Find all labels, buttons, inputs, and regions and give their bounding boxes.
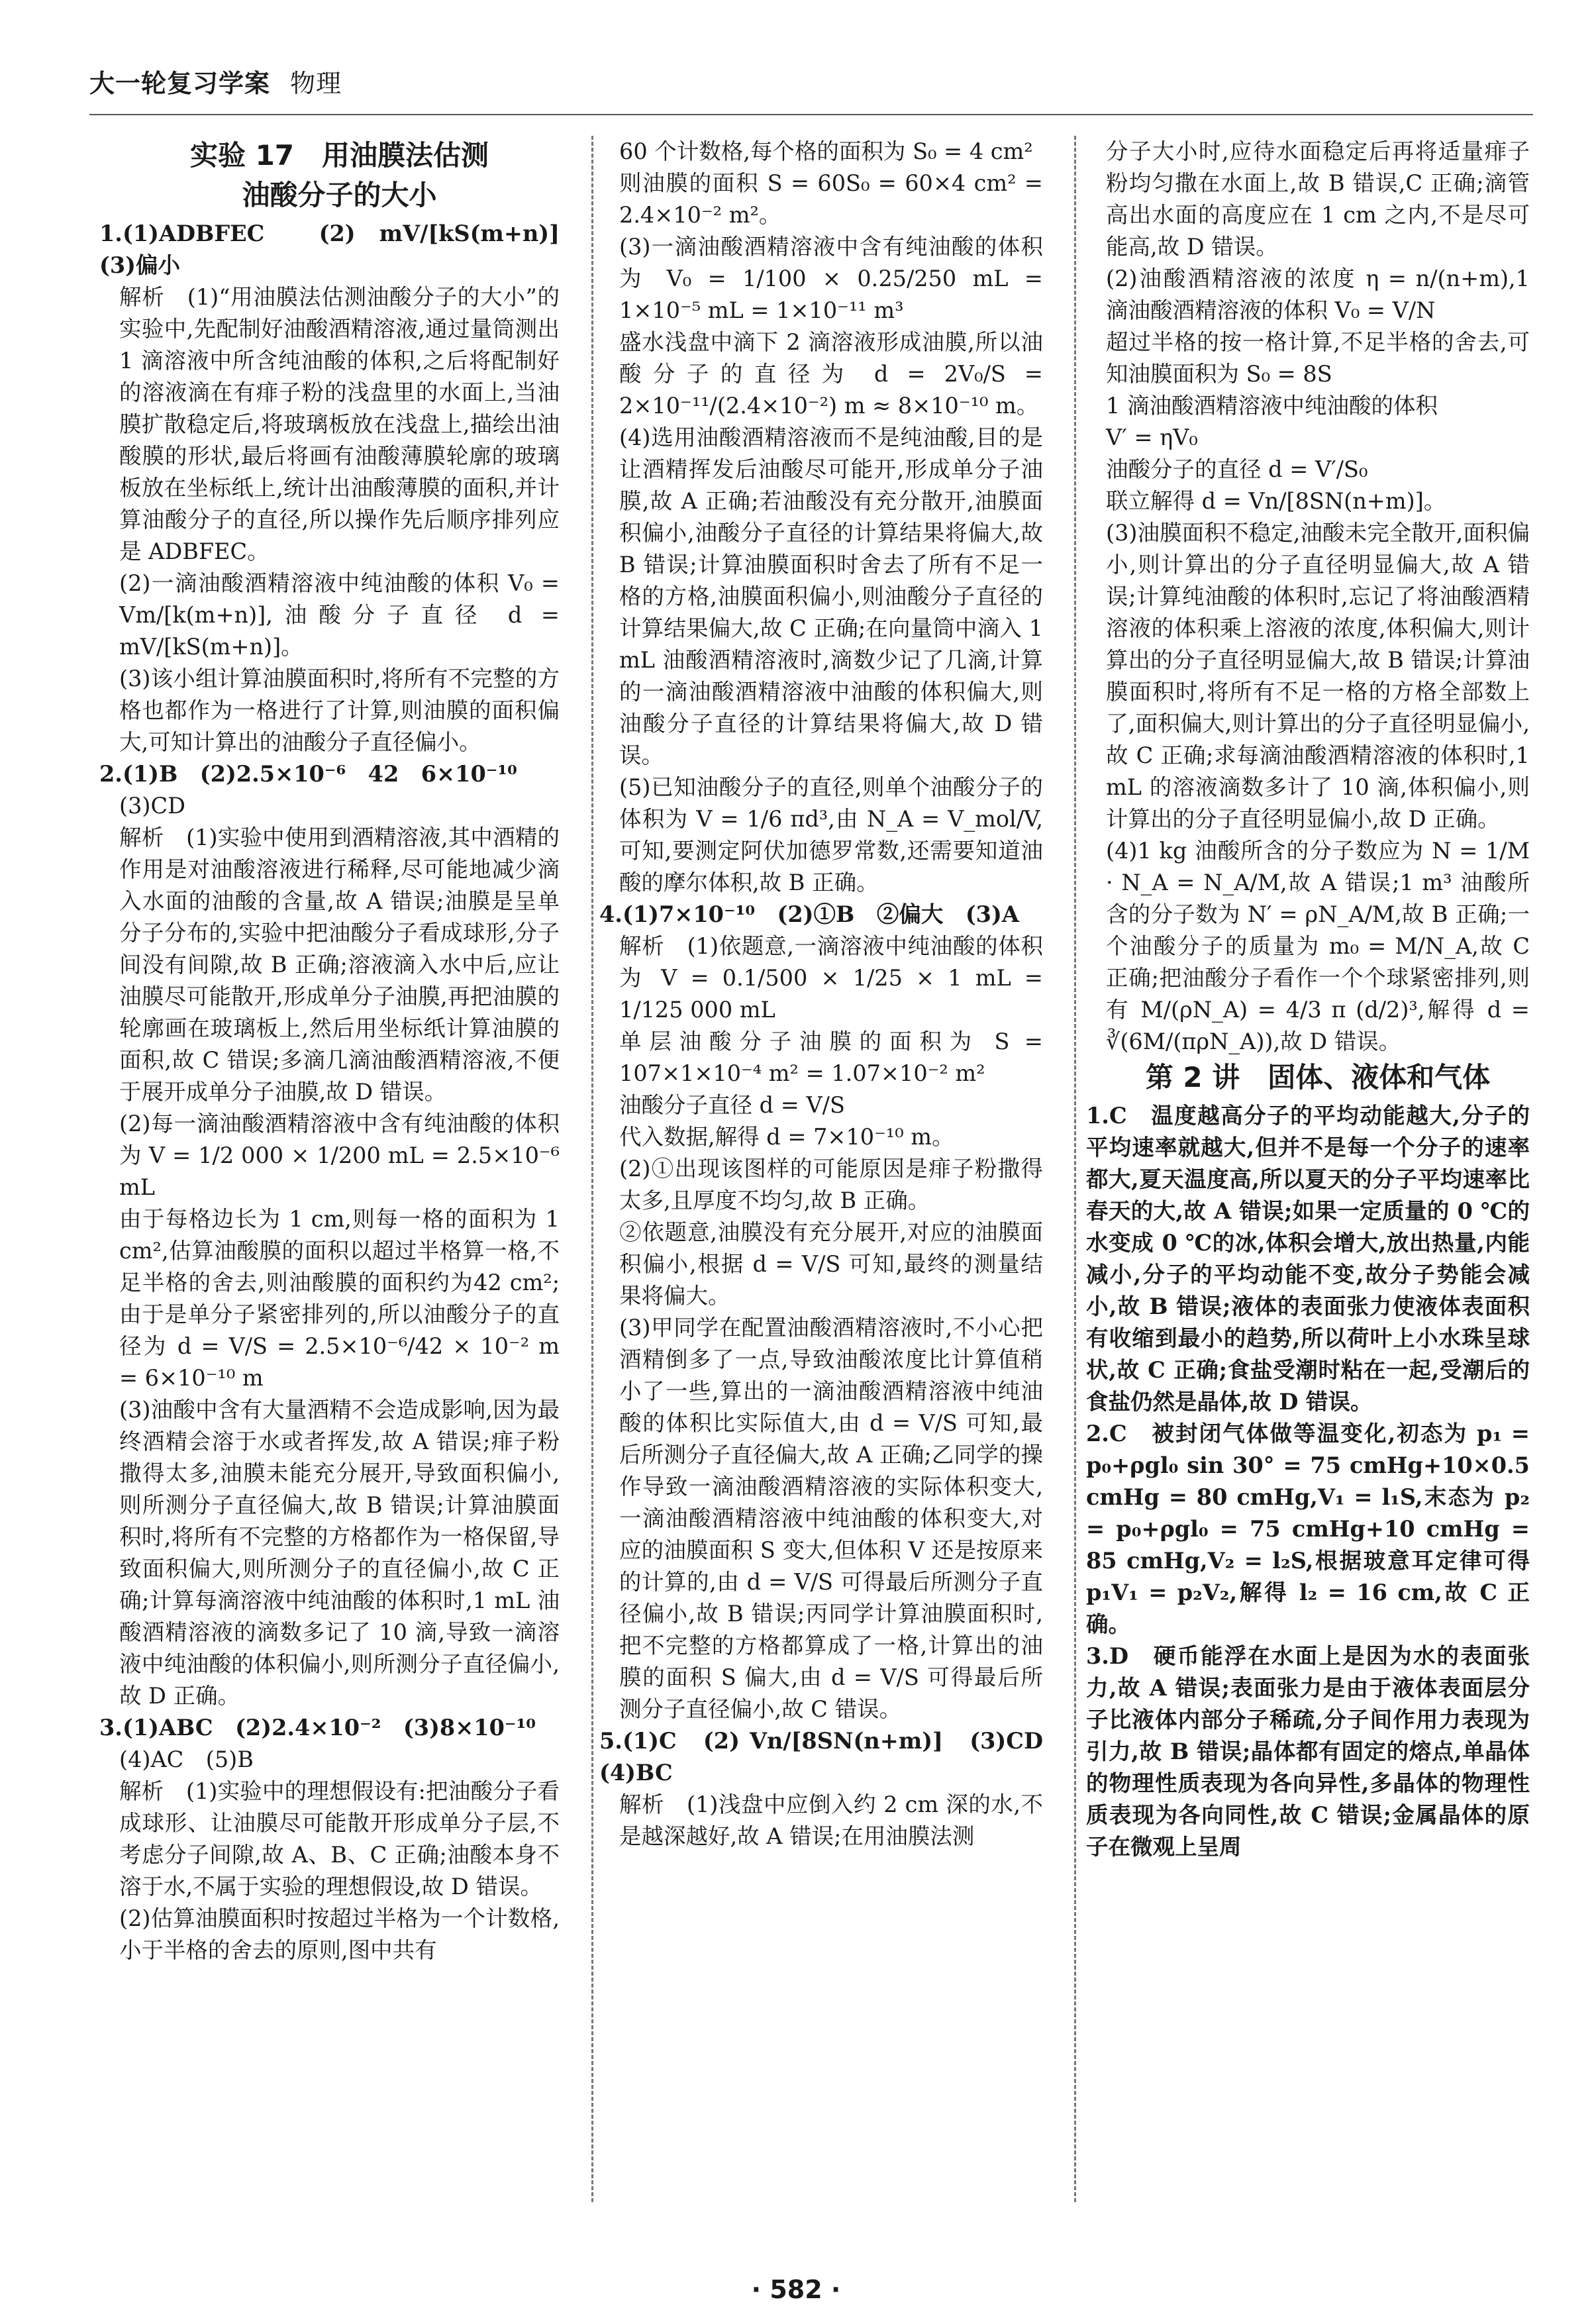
explanation-paragraph: (2)①出现该图样的可能原因是痱子粉撒得太多,且厚度不均匀,故 B 正确。 (619, 1156, 1043, 1213)
answer-item: 4.(1)7×10⁻¹⁰ (2)①B ②偏大 (3)A (599, 901, 1019, 927)
book-title: 大一轮复习学案 (89, 69, 271, 98)
explanation-paragraph: 分子大小时,应待水面稳定后再将适量痱子粉均匀撒在水面上,故 B 错误,C 正确;滴管高出水面的高度应在 1 cm 之内,不是尽可能高,故 D 错误。 (1106, 138, 1530, 260)
section-title: 第 2 讲 固体、液体和气体 (1145, 1061, 1491, 1093)
column-divider (591, 136, 593, 2202)
answer-continuation: (4)AC (5)B (119, 1746, 254, 1772)
answer-item: 3.D 硬币能浮在水面上是因为水的表面张力,故 A 错误;表面张力是由于液体表面层分子比液体内部分子稀疏,分子间作用力表现为引力,故 B 错误;晶体都有固定的熔点,单晶体的物理性质表现为各向异性,多晶体的物理性质表现为各向同性,故 C 错误;金属晶体的原子在微观上呈周 (1086, 1643, 1530, 1860)
explanation-paragraph: 超过半格的按一格计算,不足半格的舍去,可知油膜面积为 S₀ = 8S (1106, 329, 1530, 387)
column-divider (1074, 136, 1076, 2202)
explanation-paragraph: (2)估算油膜面积时按超过半格为一个计数格,小于半格的舍去的原则,图中共有 (119, 1905, 560, 1963)
explanation-paragraph: (3)甲同学在配置油酸酒精溶液时,不小心把酒精倒多了一点,导致油酸浓度比计算值稍小了一些,算出的一滴油酸酒精溶液中纯油酸的体积比实际值大,由 d = V/S 可知,最后所测分子直径偏大,故 A 正确;乙同学的操作导致一滴油酸酒精溶液的实际体积变大,一滴油酸酒精溶液中纯油酸的体积变大,对应的油膜面积 S 变大,但体积 V 还是按原来的计算的,由 d = V/S 可得最后所测分子直径偏小,故 B 错误;丙同学计算油膜面积时,把不完整的方格都算成了一格,计算出的油膜的面积 S 偏大,由 d = V/S 可得最后所测分子直径偏小,故 C 错误。 (619, 1315, 1043, 1722)
explanation-paragraph: 由于每格边长为 1 cm,则每一格的面积为 1 cm²,估算油酸膜的面积以超过半格算一格,不足半格的舍去,则油酸膜的面积约为42 cm²;由于是单分子紧密排列的,所以油酸分子的直径为 d = V/S = 2.5×10⁻⁶/42 × 10⁻² m = 6×10⁻¹⁰ m (119, 1206, 560, 1391)
explanation-paragraph: (2)每一滴油酸酒精溶液中含有纯油酸的体积为 V = 1/2 000 × 1/200 mL = 2.5×10⁻⁶ mL (119, 1111, 560, 1200)
explanation-paragraph: 则油膜的面积 S = 60S₀ = 60×4 cm² = 2.4×10⁻² m²。 (619, 170, 1043, 228)
answer-item: 2.(1)B (2)2.5×10⁻⁶ 42 6×10⁻¹⁰ (99, 761, 517, 787)
answer-item: 2.C 被封闭气体做等温变化,初态为 p₁ = p₀+ρgl₀ sin 30° = 75 cmHg+10×0.5 cmHg = 80 cmHg,V₁ = l₁S,末态为 p₂ = p₀+ρgl₀ = 75 cmHg+10 cmHg = 85 cmHg,V₂ = l₂S,根据玻意耳定律可得 p₁V₁ = p₂V₂,解得 l₂ = 16 cm,故 C 正确。 (1086, 1421, 1530, 1637)
explanation-paragraph: 解析 (1)“用油膜法估测油酸分子的大小”的实验中,先配制好油酸酒精溶液,通过量筒测出 1 滴溶液中所含纯油酸的体积,之后将配制好的溶液滴在有痱子粉的浅盘里的水面上,当油膜扩散稳定后,将玻璃板放在浅盘上,描绘出油酸膜的形状,最后将画有油酸薄膜轮廓的玻璃板放在坐标纸上,统计出油酸薄膜的面积,并计算油酸分子的直径,所以操作先后顺序排列应是 ADBFEC。 (119, 284, 560, 564)
explanation-paragraph: (3)一滴油酸酒精溶液中含有纯油酸的体积为 V₀ = 1/100 × 0.25/250 mL = 1×10⁻⁵ mL = 1×10⁻¹¹ m³ (619, 234, 1043, 323)
explanation-paragraph: V′ = ηV₀ (1106, 425, 1198, 450)
answer-continuation: (3)CD (119, 793, 185, 819)
answer-item: 3.(1)ABC (2)2.4×10⁻² (3)8×10⁻¹⁰ (99, 1715, 536, 1741)
explanation-paragraph: (3)该小组计算油膜面积时,将所有不完整的方格也都作为一格进行了计算,则油膜的面积偏大,可知计算出的油酸分子直径偏小。 (119, 666, 560, 755)
running-header (89, 63, 1533, 109)
explanation-paragraph: (5)已知油酸分子的直径,则单个油酸分子的体积为 V = 1/6 πd³,由 N_A = V_mol/V,可知,要测定阿伏加德罗常数,还需要知道油酸的摩尔体积,故 B 正确。 (619, 774, 1043, 895)
answer-item: 5.(1)C (2) Vn/[8SN(n+m)] (3)CD (4)BC (599, 1728, 1066, 1786)
explanation-paragraph: 油酸分子直径 d = V/S (619, 1092, 845, 1118)
explanation-paragraph: (3)油酸中含有大量酒精不会造成影响,因为最终酒精会溶于水或者挥发,故 A 错误;痱子粉撒得太多,油膜未能充分展开,导致面积偏小,则所测分子直径偏大,故 B 错误;计算油膜面积时,将所有不完整的方格都作为一格保留,导致面积偏大,则所测分子的直径偏小,故 C 正确;计算每滴溶液中纯油酸的体积时,1 mL 油酸酒精溶液的滴数多记了 10 滴,导致一滴溶液中纯油酸的体积偏小,则所测分子直径偏小,故 D 正确。 (119, 1397, 560, 1709)
explanation-paragraph: 联立解得 d = Vn/[8SN(n+m)]。 (1106, 488, 1446, 514)
page-number: · 582 · (751, 2275, 841, 2304)
explanation-paragraph: (3)油膜面积不稳定,油酸未完全散开,面积偏小,则计算出的分子直径明显偏大,故 A 错误;计算纯油酸的体积时,忘记了将油酸酒精溶液的体积乘上溶液的浓度,体积偏大,则计算出的分子直径明显偏大,故 B 错误;计算油膜面积时,将所有不足一格的方格全部数上了,面积偏大,则计算出的分子直径明显偏小,故 C 正确;求每滴油酸酒精溶液的体积时,1 mL 的溶液滴数多计了 10 滴,体积偏小,则计算出的分子直径明显偏小,故 D 正确。 (1106, 520, 1530, 832)
explanation-paragraph: 解析 (1)依题意,一滴溶液中纯油酸的体积为 V = 0.1/500 × 1/25 × 1 mL = 1/125 000 mL (619, 933, 1043, 1023)
explanation-paragraph: 单层油酸分子油膜的面积为 S = 107×1×10⁻⁴ m² = 1.07×10⁻² m² (619, 1029, 1043, 1086)
explanation-paragraph: (2)油酸酒精溶液的浓度 η = n/(n+m),1 滴油酸酒精溶液的体积 V₀ = V/N (1106, 266, 1530, 323)
explanation-paragraph: 60 个计数格,每个格的面积为 S₀ = 4 cm² (619, 138, 1033, 164)
answer-item: 1.C 温度越高分子的平均动能越大,分子的平均速率就越大,但并不是每一个分子的速率都大,夏天温度高,所以夏天的分子平均速率比春天的大,故 A 错误;如果一定质量的 0 ℃的水变成 0 ℃的冰,体积会增大,放出热量,内能减小,分子的平均动能不变,故分子势能会减小,故 B 错误;液体的表面张力使液体表面积有收缩到最小的趋势,所以荷叶上小水珠呈球状,故 C 正确;食盐受潮时粘在一起,受潮后的食盐仍然是晶体,故 D 错误。 (1086, 1103, 1530, 1415)
explanation-paragraph: 盛水浅盘中滴下 2 滴溶液形成油膜,所以油酸分子的直径为 d = 2V₀/S = 2×10⁻¹¹/(2.4×10⁻²) m ≈ 8×10⁻¹⁰ m。 (619, 329, 1043, 419)
explanation-paragraph: 1 滴油酸酒精溶液中纯油酸的体积 (1106, 393, 1438, 419)
explanation-paragraph: 代入数据,解得 d = 7×10⁻¹⁰ m。 (619, 1124, 954, 1150)
column-middle (599, 136, 1066, 2202)
header-rule (89, 114, 1533, 115)
explanation-paragraph: ②依题意,油膜没有充分展开,对应的油膜面积偏小,根据 d = V/S 可知,最终的测量结果将偏大。 (619, 1219, 1043, 1309)
explanation-paragraph: 油酸分子的直径 d = V′/S₀ (1106, 456, 1368, 482)
section-title: 实验 17 用油膜法估测 油酸分子的大小 (189, 139, 489, 211)
column-right (1086, 136, 1530, 2202)
explanation-paragraph: 解析 (1)实验中使用到酒精溶液,其中酒精的作用是对油酸溶液进行稀释,尽可能地减少滴入水面的油酸的含量,故 A 错误;油膜是呈单分子分布的,实验中把油酸分子看成球形,分子间没有间隙,故 B 正确;溶液滴入水中后,应让油膜尽可能散开,形成单分子油膜,再把油膜的轮廓画在玻璃板上,然后用坐标纸计算油膜的面积,故 C 错误;多滴几滴油酸酒精溶液,不便于展开成单分子油膜,故 D 错误。 (119, 825, 560, 1105)
explanation-paragraph: (4)选用油酸酒精溶液而不是纯油酸,目的是让酒精挥发后油酸尽可能开,形成单分子油膜,故 A 正确;若油酸没有充分散开,油膜面积偏小,油酸分子直径的计算结果将偏大,故 B 错误;计算油膜面积时舍去了所有不足一格的方格,油膜面积偏小,则油酸分子直径的计算结果偏大,故 C 正确;在向量筒中滴入 1 mL 油酸酒精溶液时,滴数少记了几滴,计算的一滴油酸酒精溶液中油酸的体积偏大,则油酸分子直径的计算结果将偏大,故 D 错误。 (619, 425, 1043, 768)
column-left (99, 136, 582, 2202)
explanation-paragraph: (4)1 kg 油酸所含的分子数应为 N = 1/M · N_A = N_A/M,故 A 错误;1 m³ 油酸所含的分子数为 N′ = ρN_A/M,故 B 正确;一个油酸分子的质量为 m₀ = M/N_A,故 C 正确;把油酸分子看作一个个球紧密排列,则有 M/(ρN_A) = 4/3 π (d/2)³,解得 d = ∛(6M/(πρN_A)),故 D 错误。 (1106, 838, 1530, 1054)
answer-item: 1.(1)ADBFEC (2) mV/[kS(m+n)] (3)偏小 (99, 221, 582, 278)
explanation-paragraph: (2)一滴油酸酒精溶液中纯油酸的体积 V₀ = Vm/[k(m+n)],油酸分子直径 d = mV/[kS(m+n)]。 (119, 570, 560, 660)
explanation-paragraph: 解析 (1)浅盘中应倒入约 2 cm 深的水,不是越深越好,故 A 错误;在用油膜法测 (619, 1792, 1043, 1849)
explanation-paragraph: 解析 (1)实验中的理想假设有:把油酸分子看成球形、让油膜尽可能散开形成单分子层,不考虑分子间隙,故 A、B、C 正确;油酸本身不溶于水,不属于实验的理想假设,故 D 错误。 (119, 1778, 560, 1899)
subject-label: 物理 (290, 69, 342, 98)
